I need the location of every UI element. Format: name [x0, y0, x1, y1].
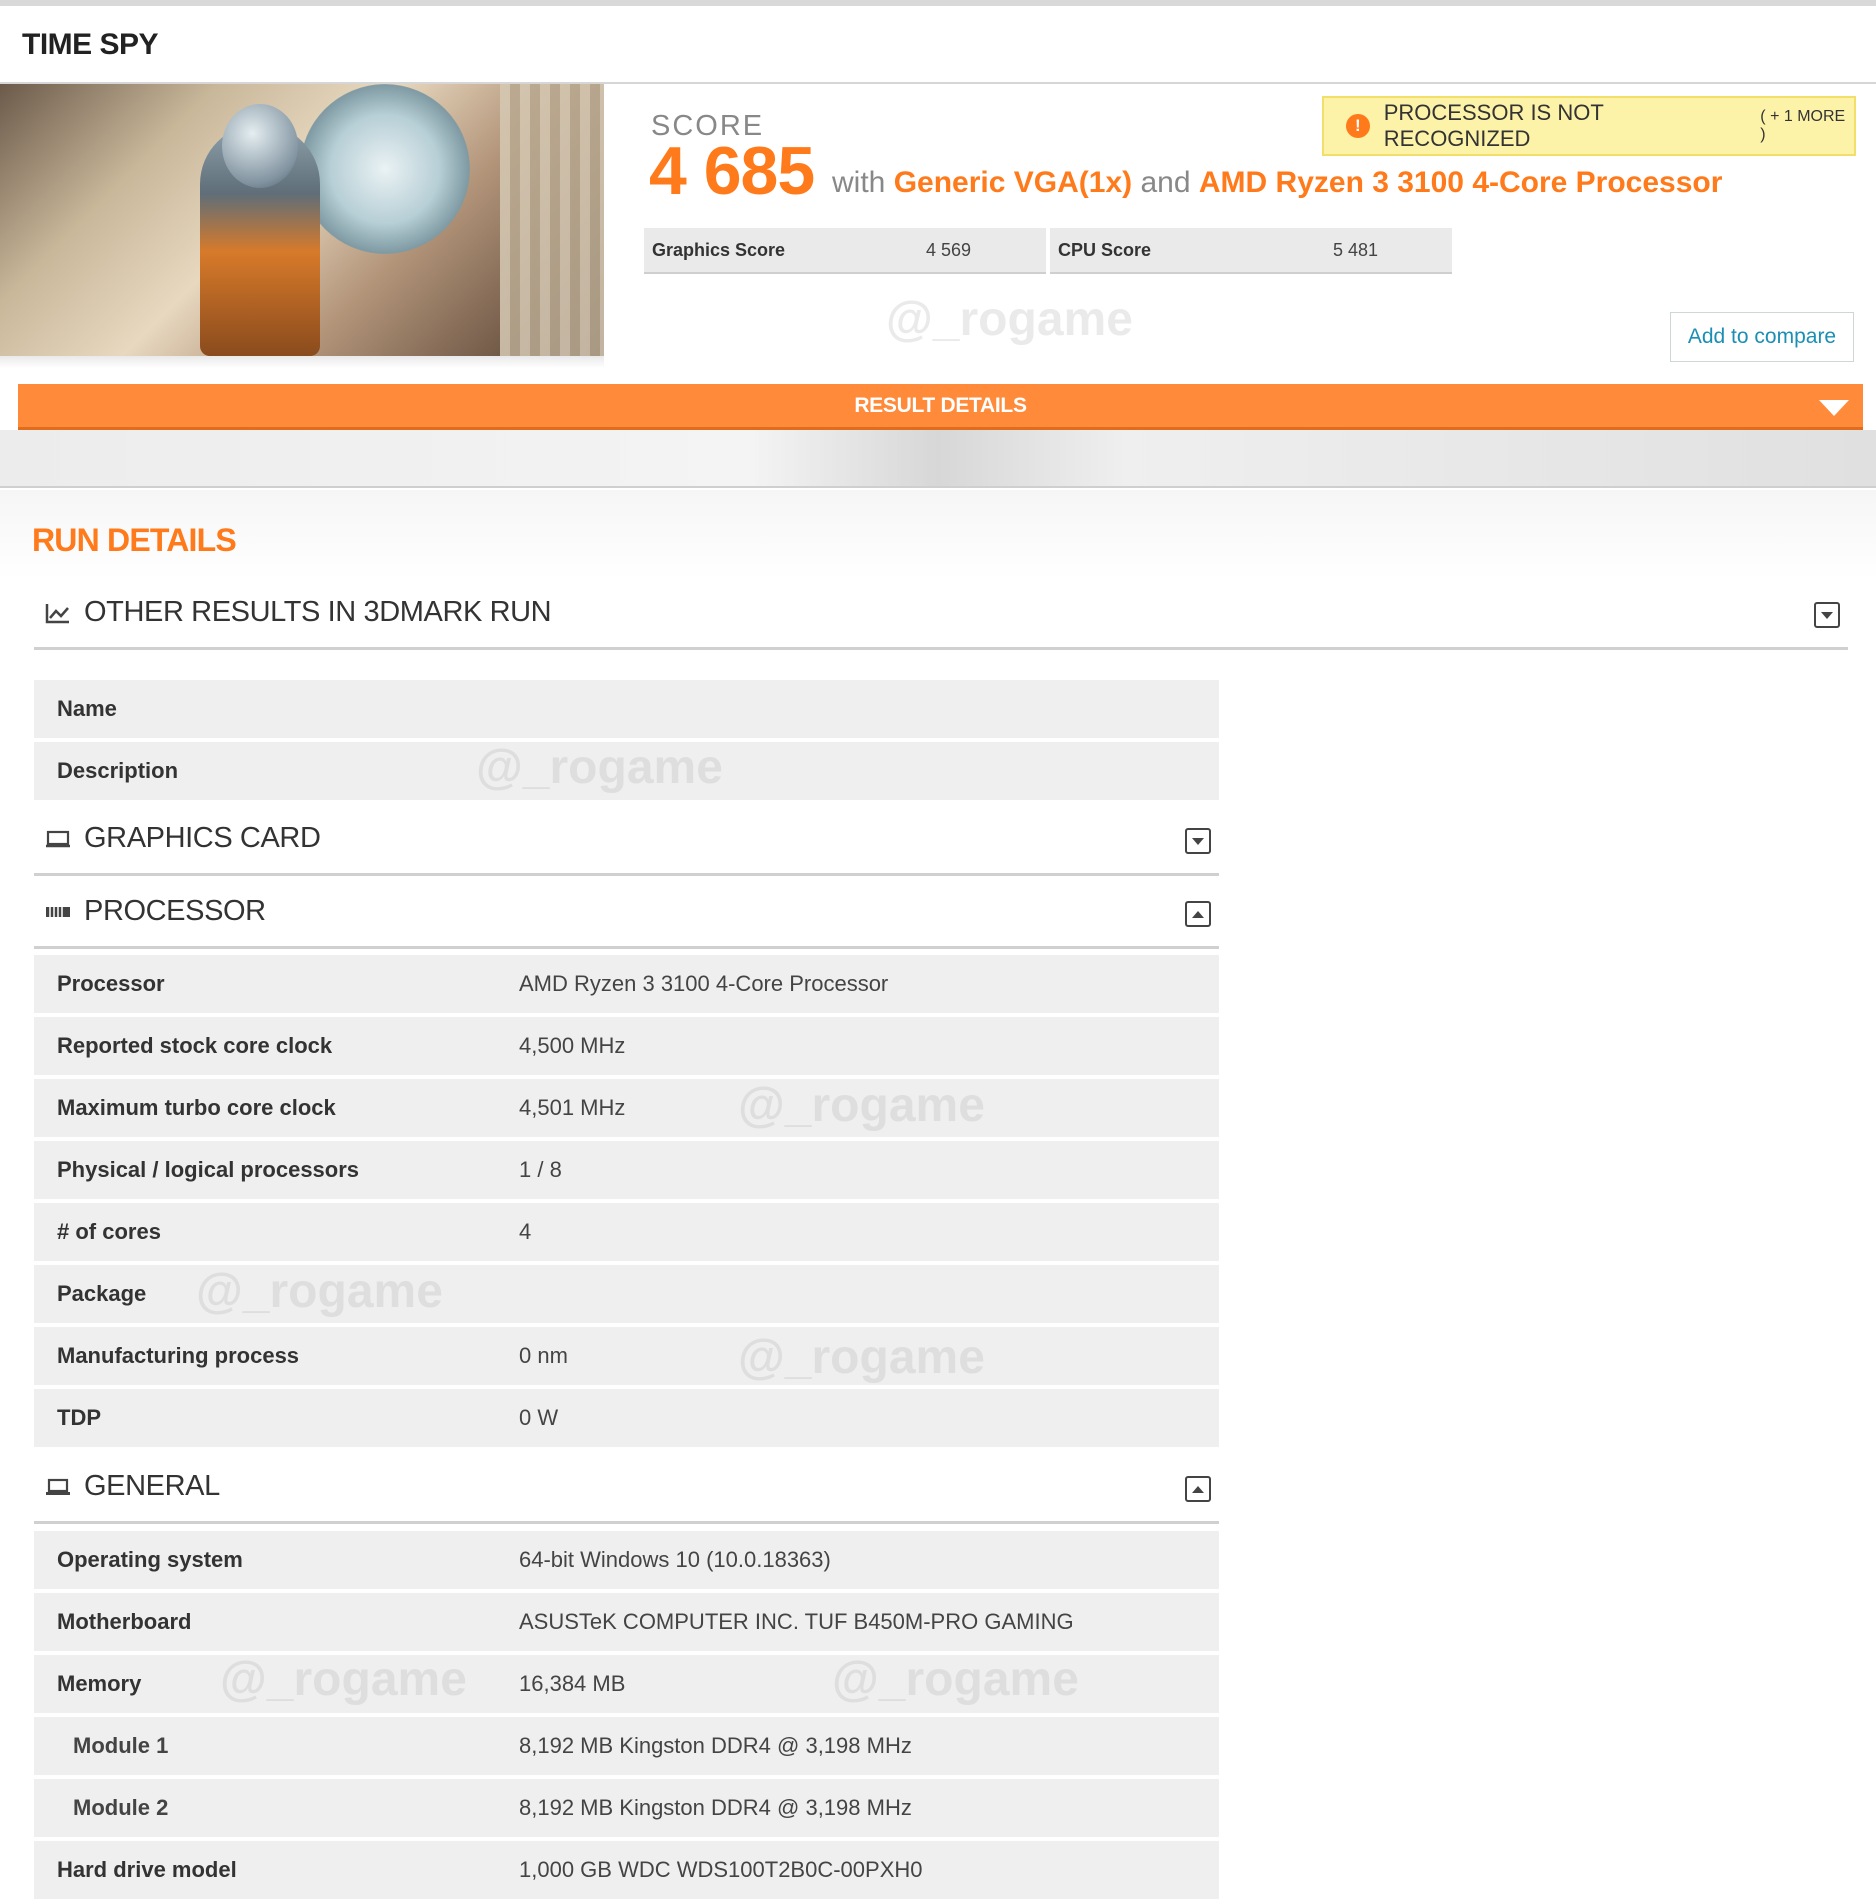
row-label: # of cores: [57, 1219, 161, 1244]
watermark: @_rogame: [476, 741, 723, 794]
table-row: [34, 742, 1219, 800]
table-row: [34, 680, 1219, 738]
and-text: and: [1140, 166, 1191, 199]
processor-header[interactable]: [34, 877, 1219, 949]
page-title: TIME SPY: [22, 28, 159, 61]
row-label: Maximum turbo core clock: [57, 1095, 336, 1120]
row-label: Operating system: [57, 1547, 243, 1572]
warning-more-link[interactable]: ( + 1 MORE ): [1760, 108, 1846, 143]
add-to-compare-button[interactable]: Add to compare: [1670, 312, 1854, 362]
other-results-title: OTHER RESULTS IN 3DMARK RUN: [84, 596, 552, 628]
title-bar: [0, 6, 1876, 84]
monitor-icon: [44, 828, 72, 850]
watermark: @_rogame: [196, 1265, 443, 1318]
collapse-toggle-icon[interactable]: [1185, 901, 1211, 927]
row-label: Motherboard: [57, 1609, 192, 1634]
exclamation-icon: !: [1346, 114, 1370, 138]
table-row: [34, 1779, 1219, 1837]
laptop-icon: [44, 1476, 72, 1498]
table-row: [34, 1717, 1219, 1775]
row-label: TDP: [57, 1405, 101, 1430]
cpu-score-label: CPU Score: [1058, 239, 1152, 260]
result-details-label: RESULT DETAILS: [854, 393, 1027, 417]
row-value: 16,384 MB: [519, 1671, 626, 1696]
table-row: [34, 1203, 1219, 1261]
row-label: Processor: [57, 971, 165, 996]
watermark: @_rogame: [738, 1331, 985, 1384]
table-row: [34, 1141, 1219, 1199]
table-row: [34, 1017, 1219, 1075]
watermark: @_rogame: [220, 1653, 467, 1706]
processor-warning-badge[interactable]: [1322, 96, 1856, 156]
table-row: [34, 1655, 1219, 1713]
row-label: Module 1: [73, 1733, 169, 1758]
cpu-score-box: [1050, 228, 1452, 274]
row-label: Package: [57, 1281, 147, 1306]
table-row: [34, 1531, 1219, 1589]
expand-toggle-icon[interactable]: [1185, 828, 1211, 854]
row-value: 64-bit Windows 10 (10.0.18363): [519, 1547, 831, 1572]
row-value: AMD Ryzen 3 3100 4-Core Processor: [519, 971, 889, 996]
row-label: Manufacturing process: [57, 1343, 300, 1368]
graphics-score-value: 4 569: [926, 239, 972, 260]
gpu-name: Generic VGA(1x): [893, 166, 1133, 199]
cpu-name: AMD Ryzen 3 3100 4-Core Processor: [1198, 166, 1723, 199]
watermark: @_rogame: [738, 1079, 985, 1132]
row-label: Memory: [57, 1671, 142, 1696]
score-hardware-line: [832, 166, 1722, 200]
table-row: [34, 1079, 1219, 1137]
row-value: 8,192 MB Kingston DDR4 @ 3,198 MHz: [519, 1733, 912, 1758]
graphics-score-label: Graphics Score: [652, 239, 786, 260]
processor-title: PROCESSOR: [84, 895, 266, 927]
row-value: 1 / 8: [519, 1157, 562, 1182]
general-header[interactable]: [34, 1452, 1219, 1524]
row-value: 1,000 GB WDC WDS100T2B0C-00PXH0: [519, 1857, 923, 1882]
line-chart-icon: [44, 602, 72, 624]
table-row: [34, 1327, 1219, 1385]
graphics-card-header[interactable]: [34, 804, 1219, 876]
benchmark-artwork: [0, 84, 604, 356]
table-row: [34, 1389, 1219, 1447]
cpu-chip-icon: [44, 901, 72, 923]
general-title: GENERAL: [84, 1470, 220, 1502]
graphics-score-box: [644, 228, 1046, 274]
row-label: Physical / logical processors: [57, 1157, 360, 1182]
table-row: [34, 1841, 1219, 1899]
row-value: ASUSTeK COMPUTER INC. TUF B450M-PRO GAMING: [519, 1609, 1074, 1634]
row-value: 0 W: [519, 1405, 559, 1430]
collapse-toggle-icon[interactable]: [1814, 602, 1840, 628]
table-row: [34, 1265, 1219, 1323]
cpu-score-value: 5 481: [1333, 239, 1379, 260]
row-label: Description: [57, 758, 179, 783]
row-value: 4,500 MHz: [519, 1033, 626, 1058]
watermark: @_rogame: [832, 1653, 1079, 1706]
row-value: 0 nm: [519, 1343, 568, 1368]
result-details-bar[interactable]: [18, 384, 1863, 430]
chevron-down-icon: [1819, 400, 1849, 416]
row-value: 4,501 MHz: [519, 1095, 626, 1120]
warning-text: PROCESSOR IS NOT RECOGNIZED: [1383, 100, 1604, 151]
table-row: [34, 955, 1219, 1013]
run-details-title: RUN DETAILS: [32, 522, 236, 558]
collapse-toggle-icon[interactable]: [1185, 1476, 1211, 1502]
row-label: Hard drive model: [57, 1857, 237, 1882]
watermark: @_rogame: [886, 293, 1133, 346]
other-results-header[interactable]: [34, 578, 1848, 650]
row-value: 8,192 MB Kingston DDR4 @ 3,198 MHz: [519, 1795, 912, 1820]
row-label: Name: [57, 696, 117, 721]
score-value: 4 685: [649, 133, 815, 209]
table-row: [34, 1593, 1219, 1651]
with-text: with: [832, 166, 886, 199]
row-label: Module 2: [73, 1795, 169, 1820]
row-value: 4: [519, 1219, 532, 1244]
row-label: Reported stock core clock: [57, 1033, 333, 1058]
score-label: SCORE: [651, 110, 765, 142]
graphics-card-title: GRAPHICS CARD: [84, 822, 321, 854]
